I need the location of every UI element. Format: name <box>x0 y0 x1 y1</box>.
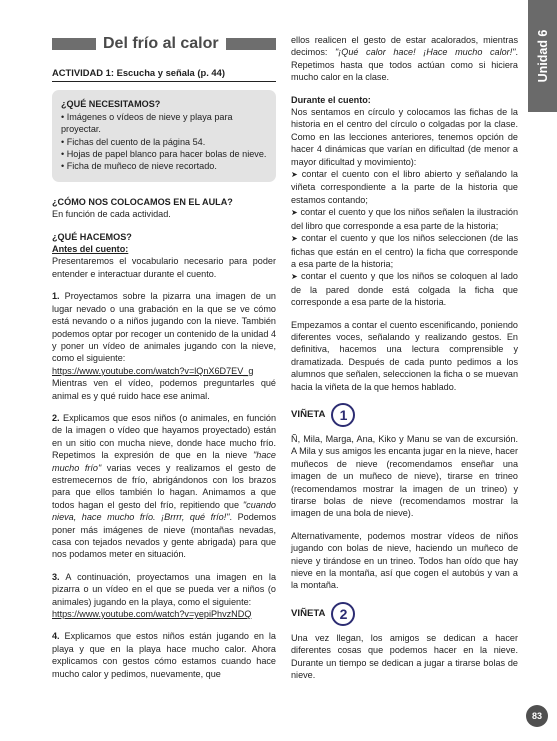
continuation-paragraph <box>291 34 518 84</box>
during-story-text: Nos sentamos en círculo y colocamos las fichas de la historia en el centro del círculo o colgadas por la clase. Como en las lecciones anteriores, tenemos opción de hacer 4 dinámicas que varían en dificultad (de menor a mayor dificultad y movimiento): <box>291 107 518 167</box>
before-story-heading: Antes del cuento: <box>52 244 129 255</box>
what-heading: ¿QUÉ HACEMOS? <box>52 231 132 242</box>
step-2-number: 2. <box>52 412 60 423</box>
step-3-text: A continuación, proyectamos una imagen en la pizarra o un vídeo en el que se pueda ver a niños (o animales) jugando en la playa, como el siguiente: <box>52 571 276 607</box>
storytelling-paragraph: Empezamos a contar el cuento escenificando, poniendo diferentes voces, señalando y realizando gestos. En definitiva, hacemos una lectura comprensible y dramatizada. Después de cada punto pedimos a los alumnos que señalen, seleccionen la ficha o se muevan hacia la viñeta de la que hemos hablado. <box>291 319 518 392</box>
quote-snow: "cuando nieva, hace mucho frío. ¡Brrrr, qué frío!" <box>52 499 276 523</box>
vineta-label: VIÑETA <box>291 607 326 619</box>
materials-item: • Imágenes o vídeos de nieve y playa para proyectar. <box>61 111 233 135</box>
unit-label: Unidad 6 <box>535 29 550 83</box>
step-4-text: Explicamos que estos niños están jugando en la playa y que en la playa hace mucho calor. Ahora explicamos con gestos cómo estamos cuando hace mucho calor y pedimos, nuevamente, que <box>52 631 276 679</box>
step-2-text-a: Explicamos que esos niños (o animales, en función de la imagen o vídeo que hayamos proyectado) están en un sitio con mucha nieve, donde hace mucho frío. Repetimos la expresión de que en la nieve <box>52 412 276 461</box>
step-1-number: 1. <box>52 291 60 302</box>
left-column <box>52 34 276 680</box>
step-4-number: 4. <box>52 631 60 642</box>
activity-heading: ACTIVIDAD 1: Escucha y señala (p. 44) <box>52 67 276 82</box>
arrow-bullet-icon: ➤ <box>291 208 298 218</box>
arrow-bullet-icon: ➤ <box>291 234 298 244</box>
vineta-2-heading <box>291 602 518 626</box>
materials-item: • Ficha de muñeco de nieve recortado. <box>61 161 217 172</box>
placement-heading: ¿CÓMO NOS COLOCAMOS EN EL AULA? <box>52 196 233 207</box>
section-title: Del frío al calor <box>103 34 219 52</box>
dynamic-item <box>291 232 518 270</box>
arrow-bullet-icon: ➤ <box>291 272 298 282</box>
quote-heat: "¡Qué calor hace! ¡Hace mucho calor!" <box>335 47 516 58</box>
dynamic-item <box>291 168 518 206</box>
vineta-1-text: Ñ, Mila, Marga, Ana, Kiko y Manu se van de excursión. A Mila y sus amigos les encanta jugar en la nieve, hacer muñecos de nieve (recomendamos enseñar una imagen de un muñeco de nieve), tirarse en trineo (recomendamos mostrar la imagen de un trineo) y tirarse bolas de nieve (recomendamos mostrar la imagen de una bola de nieve). <box>291 433 518 519</box>
video-link-beach[interactable]: https://www.youtube.com/watch?v=yepiPhvzNDQ <box>52 609 252 620</box>
step-1-text: Proyectamos sobre la pizarra una imagen de un lugar nevado o una grabación en la que se ve cómo está nevando o a niños jugando con la nieve. También podemos optar por recoger un contenido de la unidad 4 y poner un vídeo de animales jugando con la nieve, como el siguiente: <box>52 291 276 364</box>
continuation-text-b: . Repetimos hasta que todos actúan como si hiciera mucho calor en la clase. <box>291 47 518 83</box>
page-number: 83 <box>526 705 548 727</box>
vineta-label: VIÑETA <box>291 408 326 420</box>
vineta-2-number-icon: 2 <box>331 602 355 626</box>
arrow-bullet-icon: ➤ <box>291 170 298 180</box>
video-link-snow[interactable]: https://www.youtube.com/watch?v=lQnX6D7EV_g <box>52 365 254 376</box>
section-title-bar <box>52 35 276 53</box>
right-column <box>291 34 518 681</box>
vineta-1-number-icon: 1 <box>331 403 355 427</box>
dynamic-text: contar el cuento y que los niños señalen la ilustración del libro que corresponde a esa parte de la historia; <box>291 207 519 231</box>
intro-paragraph: Presentaremos el vocabulario necesario para poder entender e interactuar durante el cuento. <box>52 256 276 279</box>
dynamic-item <box>291 206 518 232</box>
step-4-paragraph <box>52 630 276 680</box>
step-2-paragraph <box>52 412 276 561</box>
step-2-text-b: varias veces y realizamos el gesto de estremecernos de frío, abrigándonos con los brazos para que ellos también lo hagan. Animamos a que todos hagan el gesto del frío, repitiendo que <box>52 462 276 510</box>
quote-cold: "hace mucho frío" <box>52 450 276 473</box>
step-3-number: 3. <box>52 571 60 582</box>
dynamic-text: contar el cuento con el libro abierto y señalando la viñeta correspondiente a la parte de la historia que estamos contando; <box>291 169 518 205</box>
materials-box <box>52 90 276 181</box>
continuation-text-a: ellos realicen el gesto de estar acalorados, mientras decimos: <box>291 35 518 58</box>
materials-item: • Fichas del cuento de la página 54. <box>61 136 206 147</box>
step-1-paragraph <box>52 290 276 364</box>
vineta-1-heading <box>291 403 518 427</box>
title-bar-right-decoration <box>226 38 276 50</box>
during-story-heading: Durante el cuento: <box>291 94 371 105</box>
materials-heading: ¿QUÉ NECESITAMOS? <box>61 99 161 110</box>
step-3-paragraph <box>52 571 276 608</box>
vineta-2-text: Una vez llegan, los amigos se dedican a hacer diferentes cosas que podemos hacer en la nieve. Durante un tiempo se dedican a jugar a tirarse bolas de nieve. <box>291 632 518 681</box>
placement-text: En función de cada actividad. <box>52 209 171 220</box>
title-bar-left-decoration <box>52 38 96 50</box>
dynamic-text: contar el cuento y que los niños seleccionen (de las fichas que están en el centro) la ficha que corresponde a esa parte de la historia; <box>291 233 518 269</box>
step-2-text-c: . Podemos poner más imágenes de nieve (montañas nevadas, casa con tejados nevados y gente abrigada) para que nos podamos meter en situación. <box>52 512 276 560</box>
dynamic-item <box>291 270 518 308</box>
dynamic-text: contar el cuento y que los niños se coloquen al lado de la pared donde está colgada la ficha que corresponde a esa parte de la historia. <box>291 271 518 308</box>
materials-item: • Hojas de papel blanco para hacer bolas de nieve. <box>61 149 267 160</box>
alternative-paragraph: Alternativamente, podemos mostrar vídeos de niños jugando con bolas de nieve, haciendo un muñeco de nieve y tirándose en un trineo. Todos han oído que hay nieve en la montaña, así que cogen el autobús y van a la montaña. <box>291 530 518 591</box>
step-1-followup: Mientras ven el vídeo, podemos preguntarles qué animal es y qué ruido hace ese animal. <box>52 378 276 401</box>
unit-side-tab <box>528 0 557 112</box>
